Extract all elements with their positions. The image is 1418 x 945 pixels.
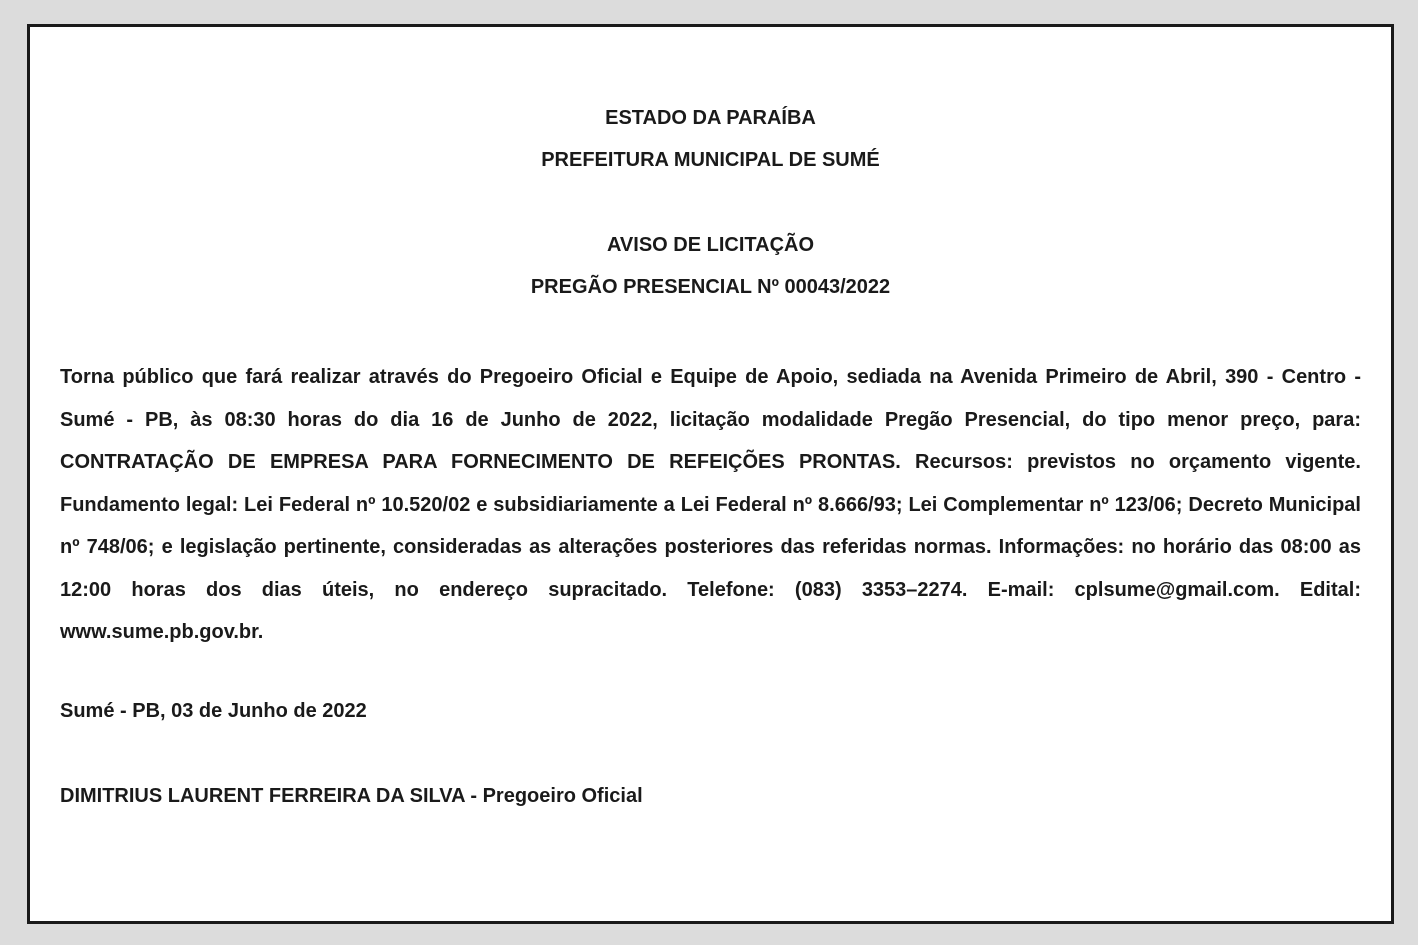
notice-type-heading: AVISO DE LICITAÇÃO	[606, 234, 815, 256]
signature: DIMITRIUS LAURENT FERREIRA DA SILVA - Pregoeiro Oficial	[60, 785, 643, 807]
municipality-heading: PREFEITURA MUNICIPAL DE SUMÉ	[541, 149, 880, 171]
place-date: Sumé - PB, 03 de Junho de 2022	[60, 700, 367, 722]
notice-document	[27, 24, 1394, 924]
state-heading: ESTADO DA PARAÍBA	[605, 107, 816, 129]
procedure-heading: PREGÃO PRESENCIAL Nº 00043/2022	[530, 276, 891, 298]
notice-body: Torna público que fará realizar através do Pregoeiro Oficial e Equipe de Apoio, sediada na Avenida Primeiro de Abril, 390 - Centro - Sumé - PB, às 08:30 horas do dia 16 de Junho de 2022, licitação modalidade Pregão Presencial, do tipo menor preço, para: CONTRATAÇÃO DE EMPRESA PARA FORNECIMENTO DE REFEIÇÕES PRONTAS. Recursos: previstos no orçamento vigente. Fundamento legal: Lei Federal nº 10.520/02 e subsidiariamente a Lei Federal nº 8.666/93; Lei Complementar nº 123/06; Decreto Municipal nº 748/06; e legislação pertinente, consideradas as alterações posteriores das referidas normas. Informações: no horário das 08:00 as 12:00 horas dos dias úteis, no endereço supracitado. Telefone: (083) 3353–2274. E-mail: cplsume@gmail.com. Edital: www.sume.pb.gov.br.	[60, 366, 1361, 643]
